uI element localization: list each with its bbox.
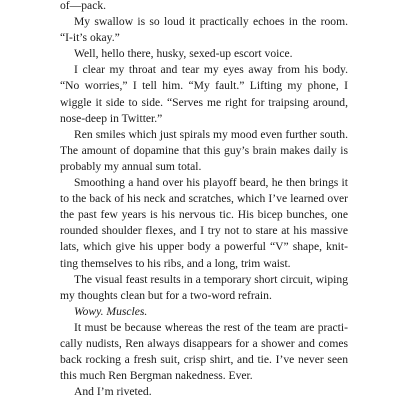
paragraph-8-italic: Wowy. Muscles. <box>74 304 148 318</box>
paragraph-7: The visual feast results in a temporary short circuit, wiping my thoughts clean but for a two-word refrain. <box>60 272 348 302</box>
paragraph-4: I clear my throat and tear my eyes away from his body. “No worries,” I tell him. “My fault.” Lifting my phone, I wiggle it side to side. “Serves me right for traipsing around, nose-deep in Twitter.” <box>60 63 348 125</box>
text-column <box>60 0 348 400</box>
paragraph-2: My swallow is so loud it practically echoes in the room. “I-it’s okay.” <box>60 15 348 45</box>
paragraph-6: Smoothing a hand over his playoff beard, he then brings it to the back of his neck and scratches, which I’ve learned over the past few years is his nervous tic. His bicep bunches, one rounded shoulder flexes, and I try not to stare at his massive lats, which give his upper body a powerful “V” shape, knitting themselves to his ribs, and a long, trim waist. <box>60 176 348 270</box>
paragraph-3: Well, hello there, husky, sexed-up escort voice. <box>74 47 293 61</box>
paragraph-1: of—pack. <box>60 0 107 12</box>
paragraph-9: It must be because whereas the rest of the team are practically nudists, Ren always disappears for a shower and comes back rocking a fresh suit, crisp shirt, and tie. I’ve never seen this much Ren Bergman nakedness. Ever. <box>60 320 348 383</box>
paragraph-5: Ren smiles which just spirals my mood even further south. The amount of dopamine that this guy’s brain makes daily is probably my annual sum total. <box>60 127 348 173</box>
paragraph-10: And I’m riveted. <box>74 385 152 399</box>
